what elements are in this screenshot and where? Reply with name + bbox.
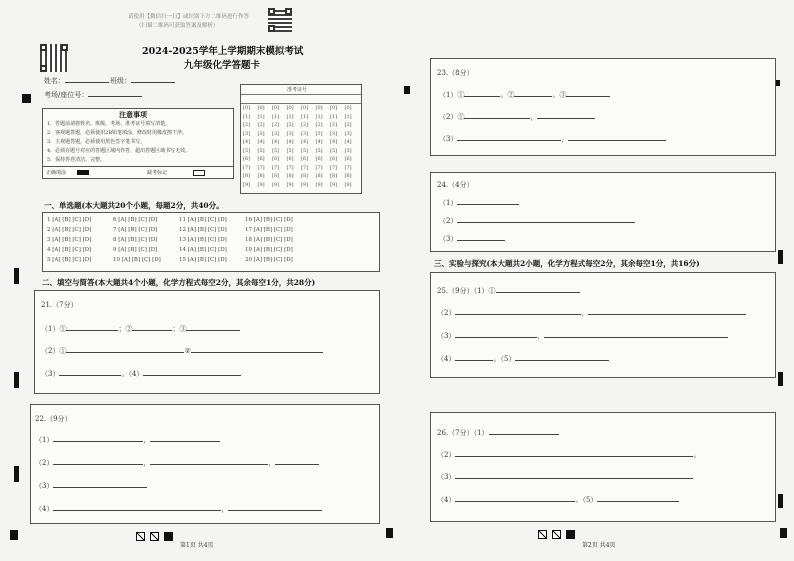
q25-4-label: （4） — [437, 355, 456, 363]
q25-3-label: （3） — [437, 332, 456, 340]
q22-line-2[interactable]: （2） ， ， — [35, 457, 319, 468]
exam-id-digit-bubble[interactable]: [2] — [315, 122, 323, 128]
q23-1-1-label: （1）① — [439, 91, 465, 99]
exam-id-digit-bubble[interactable]: [1] — [243, 113, 251, 120]
q26-2-label: （2） — [437, 451, 456, 459]
exam-id-digit-bubble[interactable]: [7] — [257, 164, 265, 171]
choice-question-bubbles[interactable]: 6 [A] [B] [C] [D] — [113, 217, 158, 223]
exam-id-digit-bubble[interactable]: [5] — [315, 147, 323, 154]
section2-title: 二、填空与简答(本大题共4个小题，化学方程式每空2分，其余每空1分，共28分) — [42, 278, 316, 287]
exam-id-digit-bubble[interactable]: [6] — [315, 156, 323, 162]
exam-id-digit-bubble[interactable]: [9] — [272, 181, 280, 188]
exam-id-digit-bubble[interactable]: [7] — [301, 164, 309, 171]
single-choice-grid[interactable] — [47, 217, 373, 269]
exam-title: 2024-2025学年上学期期末模拟考试 — [142, 46, 304, 57]
q21-1-1-label: （1）① — [41, 325, 67, 333]
exam-id-digit-bubble[interactable]: [8] — [330, 173, 338, 179]
q25-answer-box[interactable] — [430, 272, 776, 378]
q23-3-label: （3） — [439, 135, 458, 143]
exam-id-digit-bubble[interactable]: [2] — [243, 122, 251, 128]
exam-id-digit-bubble[interactable]: [3] — [272, 130, 280, 137]
q24-2-label: （2） — [439, 217, 458, 225]
q23-1-3-label: 。③ — [552, 91, 567, 99]
q23-line-3[interactable]: （3） ， — [439, 133, 666, 144]
exam-id-digit-bubble[interactable]: [3] — [257, 130, 265, 137]
exam-id-digit-bubble[interactable]: [5] — [301, 147, 309, 154]
choice-question-bubbles[interactable]: 13 [A] [B] [C] [D] — [179, 237, 227, 243]
fill-correct-sample — [77, 170, 89, 175]
exam-id-digit-bubble[interactable]: [0] — [257, 105, 265, 111]
q22-1-label: （1） — [35, 436, 54, 444]
exam-id-digit-bubble[interactable]: [7] — [243, 164, 251, 171]
exam-id-digit-bubble[interactable]: [4] — [286, 139, 294, 145]
exam-id-digit-bubble[interactable]: [9] — [243, 181, 251, 188]
choice-question-bubbles[interactable]: 15 [A] [B] [C] [D] — [179, 257, 227, 263]
notice-item: 2．客观题答题，必须使用2B铅笔填涂，修改时用橡皮擦干净。 — [47, 130, 188, 136]
notice-box — [42, 108, 234, 168]
exam-id-digit-bubble[interactable]: [5] — [272, 147, 280, 154]
exam-id-digit-bubble[interactable]: [9] — [344, 181, 352, 188]
exam-id-digit-bubble[interactable]: [4] — [301, 139, 309, 145]
exam-id-digit-bubble[interactable]: [3] — [315, 130, 323, 137]
exam-id-digit-bubble[interactable]: [7] — [344, 164, 352, 171]
choice-question-bubbles[interactable]: 3 [A] [B] [C] [D] — [47, 237, 92, 243]
q21-1-3-label: ；③ — [172, 325, 187, 333]
registration-mark-left-2 — [14, 372, 19, 388]
q23-1-2-label: 。② — [500, 91, 515, 99]
q26-4-label: （4） — [437, 496, 456, 504]
choice-question-bubbles[interactable]: 1 [A] [B] [C] [D] — [47, 217, 92, 223]
page-number-left: 第1页 共4页 — [180, 542, 214, 549]
exam-id-digit-bubble[interactable]: [6] — [243, 156, 251, 162]
exam-id-digit-bubble[interactable]: [5] — [330, 147, 338, 154]
choice-question-bubbles[interactable]: 10 [A] [B] [C] [D] — [113, 257, 161, 263]
q25-line-3[interactable]: （3） ， — [437, 330, 728, 341]
exam-id-digit-bubble[interactable]: [6] — [301, 156, 309, 162]
exam-id-digit-bubble[interactable]: [6] — [257, 156, 265, 162]
q21-3-label: （3） — [41, 370, 60, 378]
qr-code-top — [268, 8, 292, 32]
exam-id-digit-bubble[interactable]: [2] — [344, 122, 352, 128]
registration-mark-bottom-center — [386, 528, 393, 538]
exam-seat-field[interactable] — [44, 89, 142, 100]
choice-question-bubbles[interactable]: 14 [A] [B] [C] [D] — [179, 247, 227, 253]
exam-id-digit-bubble[interactable]: [7] — [286, 164, 294, 171]
exam-id-digit-bubble[interactable]: [4] — [330, 139, 338, 145]
exam-id-digit-bubble[interactable]: [5] — [286, 147, 294, 154]
q26-line-1[interactable] — [437, 427, 559, 438]
exam-id-digit-bubble[interactable]: [6] — [344, 156, 352, 162]
q24-answer-box[interactable] — [430, 172, 776, 252]
scan-note-2: （扫描二维码可获取答案及解析） — [136, 23, 219, 29]
registration-mark-left-3 — [14, 466, 19, 482]
exam-id-digit-bubble[interactable]: [0] — [330, 105, 338, 111]
exam-id-digit-bubble[interactable]: [0] — [315, 105, 323, 111]
exam-seat-label: 考场/座位号： — [44, 91, 89, 99]
exam-id-digit-bubble[interactable]: [3] — [286, 130, 294, 137]
page-marker-box — [150, 532, 159, 541]
registration-mark-right-3 — [778, 494, 783, 508]
exam-id-digit-bubble[interactable]: [5] — [257, 147, 265, 154]
q26-answer-box[interactable] — [430, 412, 776, 522]
exam-id-digit-bubble[interactable]: [5] — [344, 147, 352, 154]
q21-head: 21.（7分） — [41, 301, 78, 309]
q22-4-label: （4） — [35, 505, 54, 513]
exam-id-digit-bubble[interactable]: [2] — [301, 122, 309, 128]
choice-question-bubbles[interactable]: 19 [A] [B] [C] [D] — [245, 247, 293, 253]
exam-id-digit-bubble[interactable]: [0] — [301, 105, 309, 111]
registration-mark-right-2 — [778, 372, 783, 386]
q25-line-2[interactable]: （2） ， — [437, 307, 746, 318]
name-label: 姓名： — [44, 77, 65, 85]
exam-id-digit-bubble[interactable]: [3] — [243, 130, 251, 137]
q21-1-2-label: ；② — [118, 325, 133, 333]
exam-id-digit-bubble[interactable]: [8] — [257, 173, 265, 179]
exam-id-digit-bubble[interactable]: [4] — [257, 139, 265, 145]
registration-mark-left-1 — [14, 268, 19, 284]
notice-title: 注意事项 — [119, 110, 147, 119]
choice-question-bubbles[interactable]: 9 [A] [B] [C] [D] — [113, 247, 158, 253]
choice-question-bubbles[interactable]: 5 [A] [B] [C] [D] — [47, 257, 92, 263]
exam-id-digit-bubble[interactable]: [4] — [272, 139, 280, 145]
exam-id-digit-bubble[interactable]: [3] — [344, 130, 352, 137]
q22-3-label: （3） — [35, 482, 54, 490]
exam-id-digit-bubble[interactable]: [6] — [330, 156, 338, 162]
choice-question-bubbles[interactable]: 20 [A] [B] [C] [D] — [245, 257, 293, 263]
q26-line-3[interactable] — [437, 471, 693, 482]
registration-mark-right-1 — [778, 250, 783, 264]
fill-absent-label: 缺考标记 — [147, 170, 168, 176]
exam-id-digit-bubble[interactable]: [1] — [344, 113, 352, 120]
choice-question-bubbles[interactable]: 18 [A] [B] [C] [D] — [245, 237, 293, 243]
q23-line-1[interactable] — [439, 89, 610, 100]
notice-item: 1．答题前请将姓名、班级、考场、准考证号填写清楚。 — [47, 121, 171, 127]
q26-3-label: （3） — [437, 473, 456, 481]
q24-3-label: （3） — [439, 235, 458, 243]
q26-head: 26.（7分）（1） — [437, 429, 489, 437]
q24-line-2[interactable] — [439, 215, 635, 226]
q25-line-4[interactable] — [437, 353, 609, 364]
exam-id-digit-bubble[interactable]: [1] — [315, 113, 323, 120]
exam-id-digit-bubble[interactable]: [9] — [257, 181, 265, 188]
exam-id-digit-bubble[interactable]: [7] — [272, 164, 280, 171]
exam-id-digit-bubble[interactable]: [4] — [344, 139, 352, 145]
page-marker-box — [538, 530, 547, 539]
q21-2-1-label: （2）① — [41, 347, 67, 355]
exam-id-digit-bubble[interactable]: [2] — [330, 122, 338, 128]
class-field[interactable] — [110, 75, 175, 86]
exam-id-digit-bubble[interactable]: [0] — [243, 105, 251, 111]
q21-line-3[interactable] — [41, 368, 241, 379]
q21-2-2-label: ② — [184, 347, 191, 355]
exam-id-digit-bubble[interactable]: [8] — [344, 173, 352, 179]
choice-question-bubbles[interactable]: 8 [A] [B] [C] [D] — [113, 237, 158, 243]
page-marker-box — [552, 530, 561, 539]
q26-5-label: 。（5） — [575, 496, 598, 504]
exam-id-grid[interactable] — [240, 84, 362, 194]
fill-absent-sample[interactable] — [193, 170, 205, 176]
choice-question-bubbles[interactable]: 17 [A] [B] [C] [D] — [245, 227, 293, 233]
q21-line-1[interactable] — [41, 323, 240, 334]
exam-id-digit-bubble[interactable]: [0] — [344, 105, 352, 111]
q21-4-label: 。（4） — [121, 370, 144, 378]
choice-question-bubbles[interactable]: 2 [A] [B] [C] [D] — [47, 227, 92, 233]
exam-id-digit-bubble[interactable]: [1] — [286, 113, 294, 120]
exam-id-digit-bubble[interactable]: [7] — [315, 164, 323, 171]
q23-answer-box[interactable] — [430, 58, 776, 156]
notice-item: 4．必须在题号对应的答题区域内作答，超出答题区域书写无效。 — [47, 148, 191, 154]
q22-2-label: （2） — [35, 459, 54, 467]
fill-correct-label: 正确填涂 — [46, 170, 67, 176]
fill-example-box — [42, 166, 234, 179]
q22-line-1[interactable]: （1） ， — [35, 434, 220, 445]
registration-mark-top-right — [776, 80, 780, 86]
exam-id-digit-bubble[interactable]: [8] — [286, 173, 294, 179]
page-marker-box — [136, 532, 145, 541]
exam-id-digit-bubble[interactable]: [6] — [272, 156, 280, 162]
exam-id-input-row[interactable] — [241, 94, 361, 104]
q24-1-label: （1） — [439, 199, 458, 207]
exam-id-digit-bubble[interactable]: [1] — [272, 113, 280, 120]
registration-mark-top-left — [22, 94, 31, 103]
q25-head: 25.（9分）（1）① — [437, 287, 496, 295]
q22-answer-box[interactable] — [30, 404, 380, 524]
qr-code-left — [40, 44, 68, 72]
answer-sheet-title: 九年级化学答题卡 — [184, 60, 261, 71]
q23-2-label: （2）① — [439, 113, 465, 121]
exam-id-digit-bubble[interactable]: [0] — [286, 105, 294, 111]
q26-line-2[interactable]: （2） 。 — [437, 451, 701, 459]
exam-id-digit-bubble[interactable]: [6] — [286, 156, 294, 162]
name-field[interactable] — [44, 75, 109, 86]
section3-title: 三、实验与探究(本大题共2小题，化学方程式每空2分，其余每空1分，共16分) — [434, 259, 700, 268]
exam-id-digit-bubble[interactable]: [7] — [330, 164, 338, 171]
q21-line-2[interactable] — [41, 345, 323, 356]
notice-item: 3．主观题答题，必须使用黑色签字笔书写。 — [47, 139, 146, 145]
choice-question-bubbles[interactable]: 4 [A] [B] [C] [D] — [47, 247, 92, 253]
q22-line-4[interactable]: （4） ， — [35, 503, 322, 514]
q25-5-label: 。（5） — [493, 355, 516, 363]
exam-id-digit-bubble[interactable]: [9] — [286, 181, 294, 188]
registration-mark-bottom-left — [10, 530, 18, 540]
class-label: 班级： — [110, 77, 131, 85]
exam-id-digit-bubble[interactable]: [8] — [272, 173, 280, 179]
registration-mark-bottom-right — [780, 528, 787, 538]
scan-note-1: 请使用【微信扫一扫】或识别下方二维码进行作答 — [128, 14, 250, 20]
q24-line-3[interactable] — [439, 233, 505, 244]
exam-id-digit-bubble[interactable]: [9] — [330, 181, 338, 188]
exam-id-digit-bubble[interactable]: [8] — [301, 173, 309, 179]
q23-line-2[interactable]: （2）① ， — [439, 111, 595, 122]
exam-id-digit-bubble[interactable]: [8] — [315, 173, 323, 179]
registration-mark-top-mid — [404, 86, 410, 94]
exam-id-digit-bubble[interactable]: [4] — [243, 139, 251, 145]
exam-id-digit-bubble[interactable]: [2] — [286, 122, 294, 128]
exam-id-digit-bubble[interactable]: [1] — [330, 113, 338, 120]
exam-id-digit-bubble[interactable]: [1] — [257, 113, 265, 120]
exam-id-digit-bubble[interactable]: [3] — [301, 130, 309, 137]
page-marker-box — [566, 530, 575, 539]
q25-2-label: （2） — [437, 309, 456, 317]
single-choice-box[interactable] — [42, 212, 380, 272]
q22-head: 22.（9分） — [35, 415, 72, 423]
exam-id-digit-bubble[interactable]: [1] — [301, 113, 309, 120]
exam-id-digit-bubble[interactable]: [2] — [257, 122, 265, 128]
q21-answer-box[interactable] — [34, 290, 380, 394]
choice-question-bubbles[interactable]: 7 [A] [B] [C] [D] — [113, 227, 158, 233]
q26-line-4[interactable] — [437, 494, 679, 505]
exam-id-digit-bubble[interactable]: [9] — [315, 181, 323, 188]
page-marker-box — [164, 532, 173, 541]
choice-question-bubbles[interactable]: 16 [A] [B] [C] [D] — [245, 217, 293, 223]
choice-question-bubbles[interactable]: 12 [A] [B] [C] [D] — [179, 227, 227, 233]
notice-item: 5．保持答卷清洁、完整。 — [47, 157, 106, 163]
page-number-right: 第2页 共4页 — [582, 542, 616, 549]
exam-id-digit-bubble[interactable]: [8] — [243, 173, 251, 179]
q24-head: 24.（4分） — [437, 181, 474, 189]
section1-title: 一、单选题(本大题共20个小题，每题2分，共40分。 — [44, 201, 224, 210]
exam-id-digit-bubble[interactable]: [5] — [243, 147, 251, 154]
exam-id-digit-bubble[interactable]: [3] — [330, 130, 338, 137]
q22-line-3[interactable] — [35, 480, 147, 491]
choice-question-bubbles[interactable]: 11 [A] [B] [C] [D] — [179, 217, 227, 223]
exam-id-digit-bubble[interactable]: [4] — [315, 139, 323, 145]
exam-id-digits[interactable] — [243, 105, 359, 191]
exam-id-digit-bubble[interactable]: [0] — [272, 105, 280, 111]
exam-id-digit-bubble[interactable]: [9] — [301, 181, 309, 188]
exam-id-digit-bubble[interactable]: [2] — [272, 122, 280, 128]
exam-id-label: 准考证号 — [287, 87, 308, 93]
q23-head: 23.（8分） — [437, 69, 474, 77]
q25-line-1[interactable] — [437, 285, 580, 296]
q24-line-1[interactable] — [439, 197, 519, 208]
